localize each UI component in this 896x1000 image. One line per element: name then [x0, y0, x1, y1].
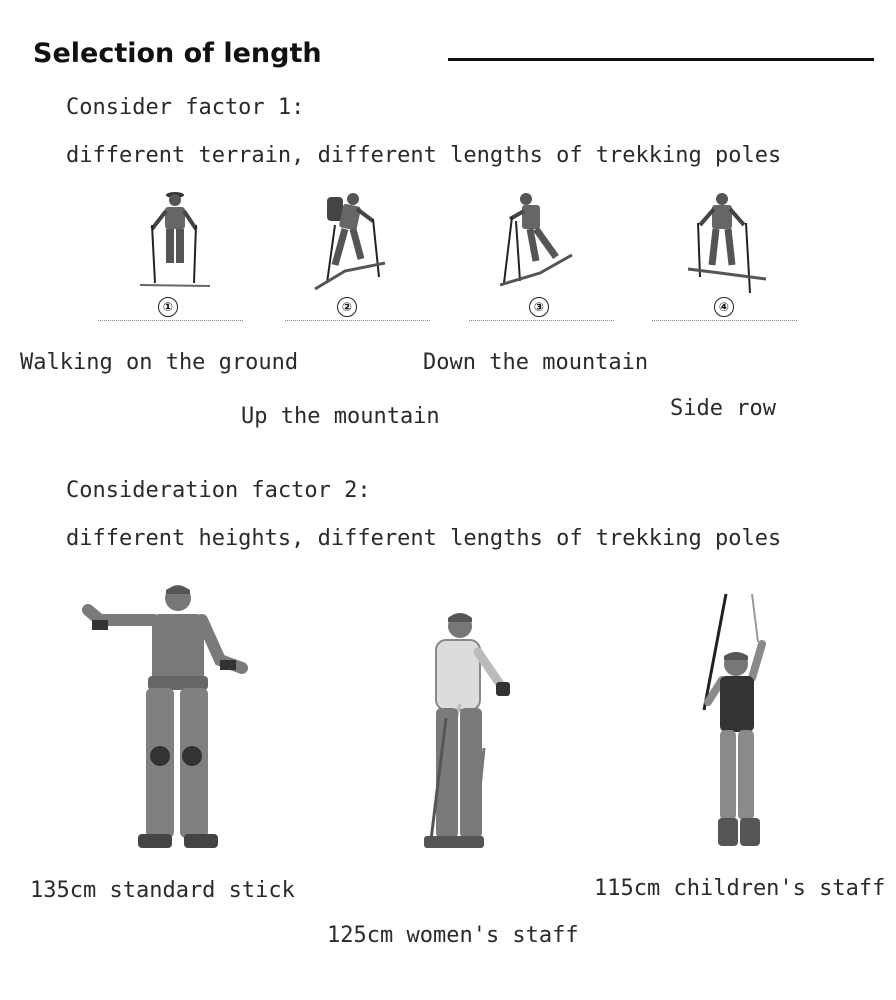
figure-divider: [652, 320, 797, 321]
figure-divider: [285, 320, 430, 321]
child-hiker-figure: [690, 592, 800, 854]
label-115cm-children: 115cm children's staff: [594, 876, 886, 901]
figure-number-1: ①: [158, 297, 178, 317]
label-down-the-mountain: Down the mountain: [423, 350, 649, 375]
factor2-heading: Consideration factor 2:: [66, 478, 371, 503]
woman-hiker-figure: [400, 608, 530, 858]
title-divider: [448, 58, 874, 61]
hiker-downhill-icon: [490, 185, 580, 295]
label-walking-on-ground: Walking on the ground: [20, 350, 299, 375]
hiker-uphill-icon: [305, 185, 395, 295]
factor1-subheading: different terrain, different lengths of trekking poles: [66, 143, 782, 168]
factor2-subheading: different heights, different lengths of trekking poles: [66, 526, 782, 551]
page-title: Selection of length: [33, 38, 322, 69]
label-up-the-mountain: Up the mountain: [241, 404, 440, 429]
figure-divider: [98, 320, 243, 321]
label-125cm-women: 125cm women's staff: [327, 923, 579, 948]
factor1-heading: Consider factor 1:: [66, 95, 305, 120]
hiker-walking-flat-icon: [130, 185, 220, 295]
figure-divider: [469, 320, 614, 321]
figure-number-3: ③: [529, 297, 549, 317]
adult-hiker-figure: [80, 580, 255, 860]
figure-number-4: ④: [714, 297, 734, 317]
hiker-sideways-icon: [680, 185, 770, 295]
label-135cm-standard: 135cm standard stick: [30, 878, 295, 903]
label-side-row: Side row: [670, 396, 776, 421]
figure-number-2: ②: [337, 297, 357, 317]
